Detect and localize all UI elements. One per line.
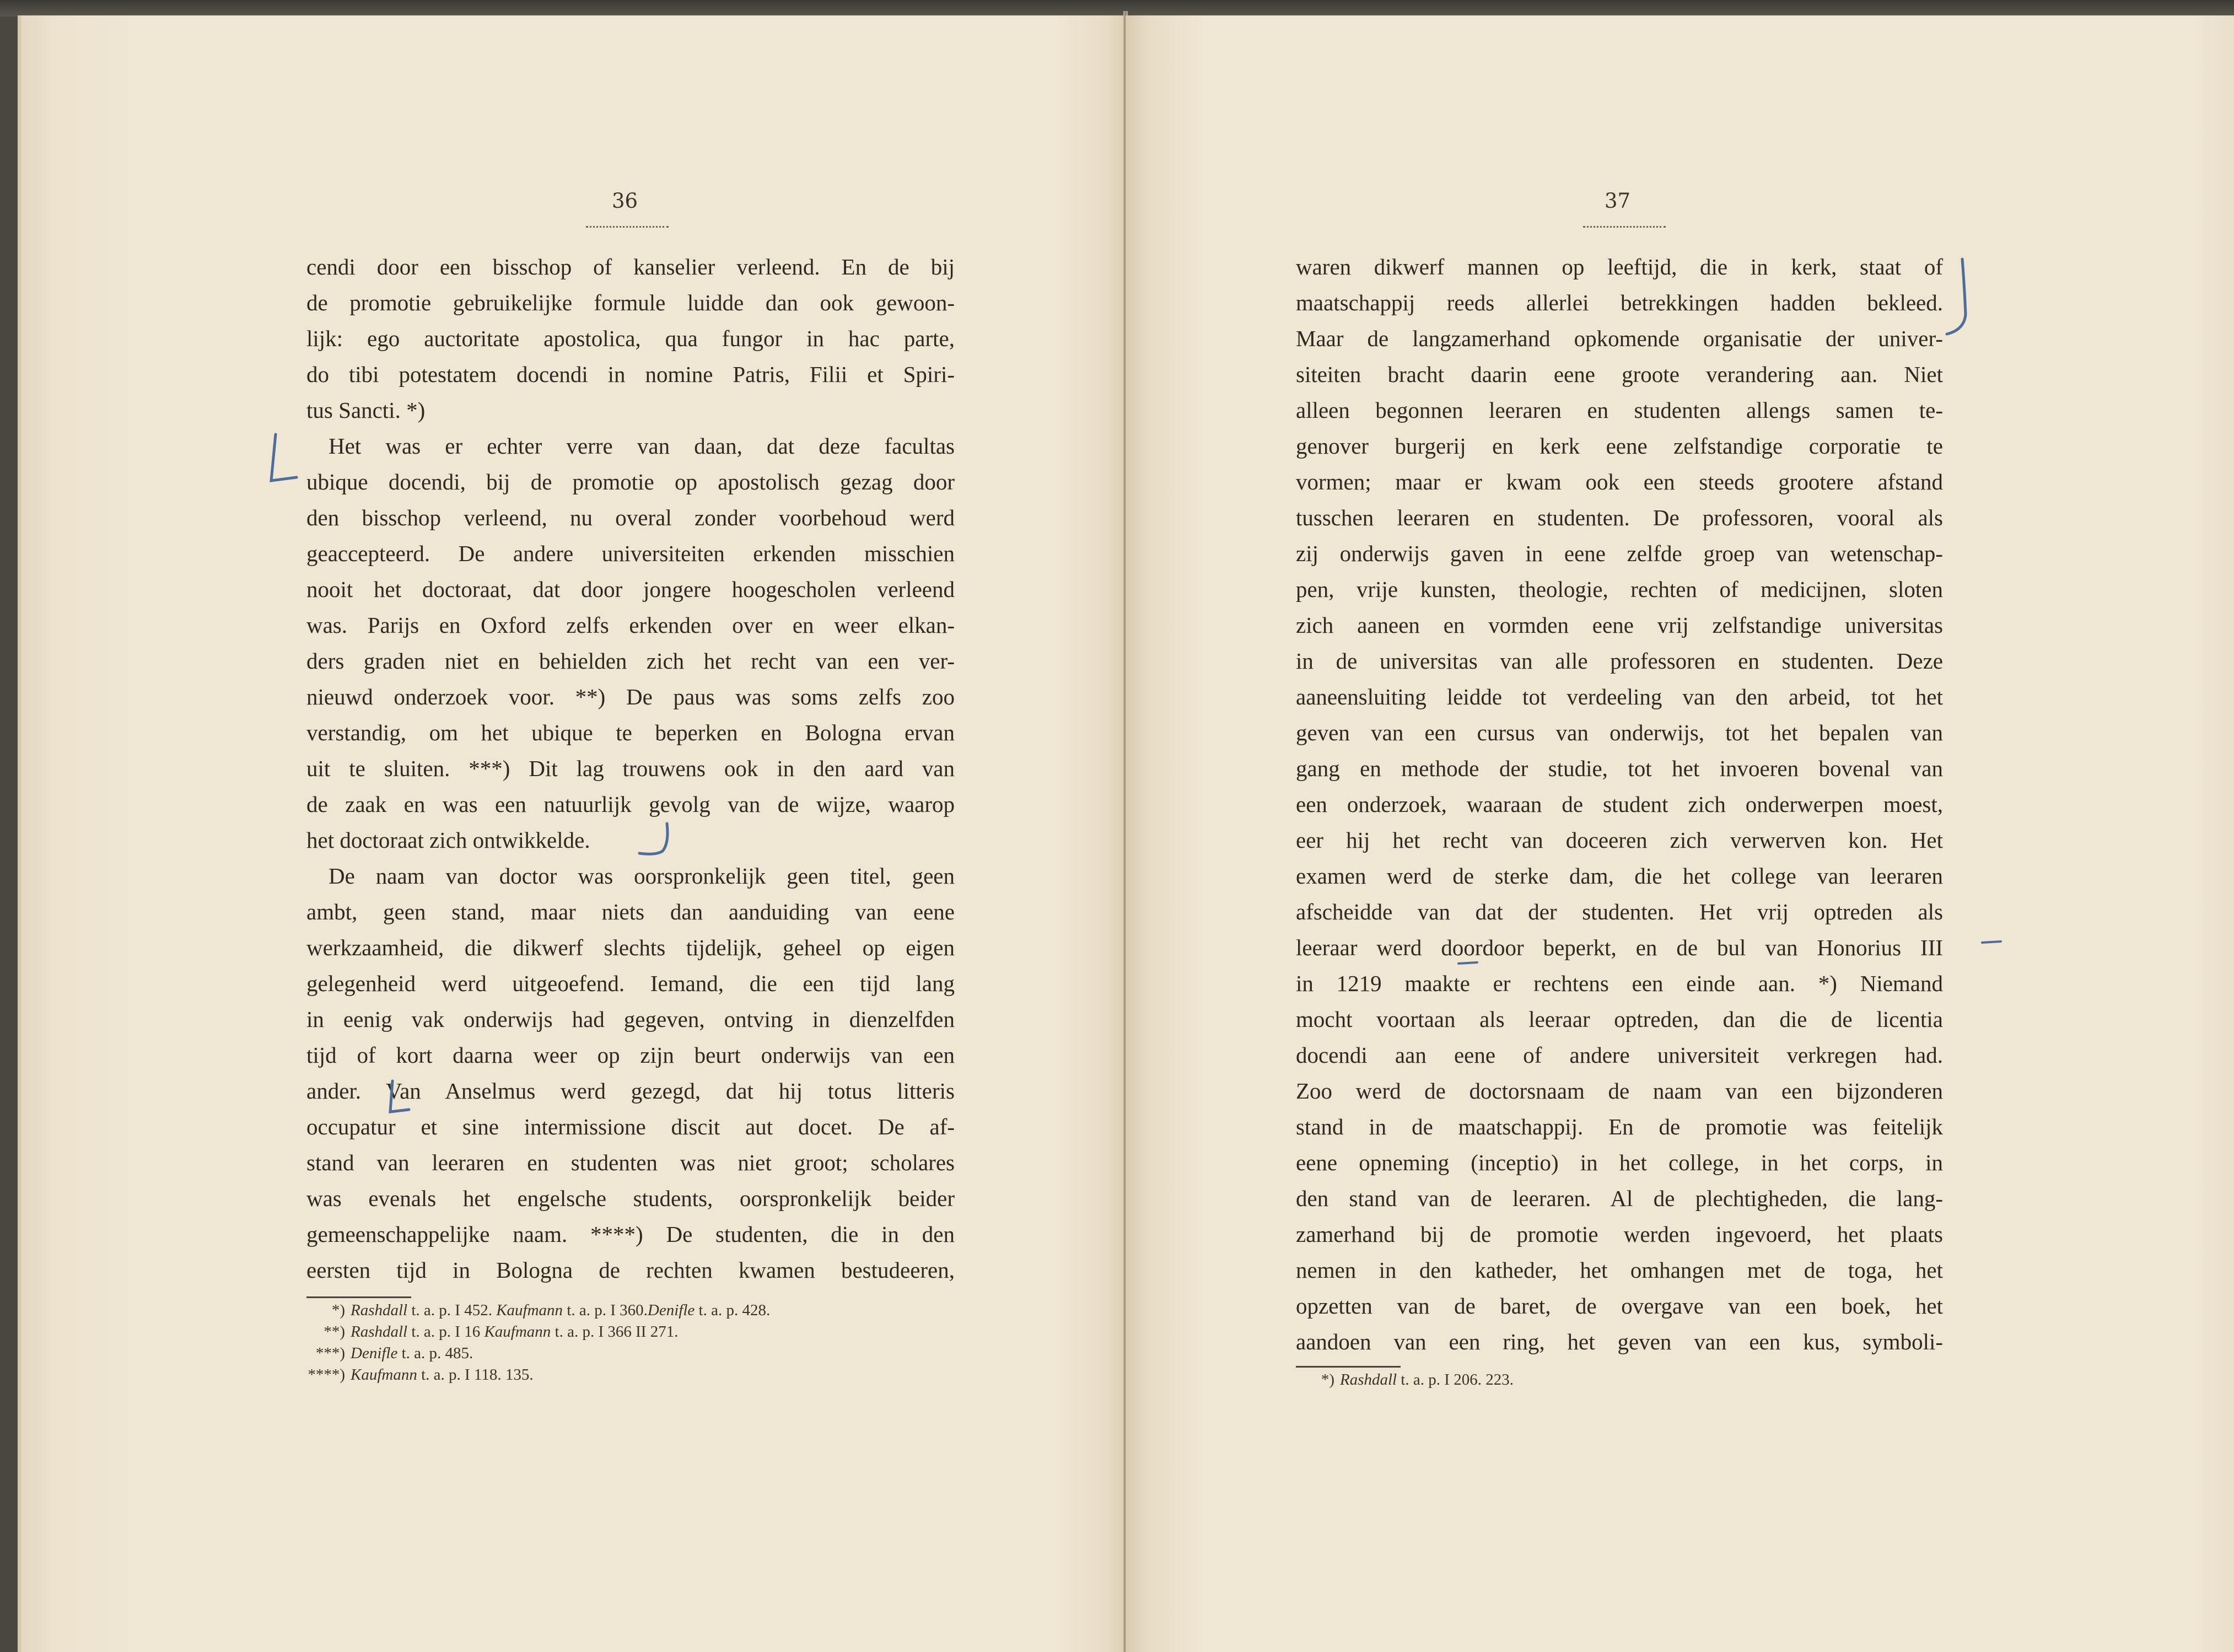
text-line: siteiten bracht daarin eene groote verandering aan. Niet (1296, 362, 1943, 387)
footnote-mark: *) (331, 1301, 345, 1319)
text-line: tijd of kort daarna weer op zijn beurt onderwijs van een (306, 1042, 955, 1068)
text-line: examen werd de sterke dam, die het college van leeraren (1296, 863, 1943, 889)
right-page-number: 37 (1605, 189, 1631, 213)
text-line: docendi aan eene of andere universiteit verkregen had. (1296, 1042, 1943, 1068)
text-line: stand in de maatschappij. En de promotie was feitelijk (1296, 1114, 1943, 1139)
text-line: de promotie gebruikelijke formule luidde dan ook gewoon- (306, 290, 955, 315)
text-line: nemen in den katheder, het omhangen met de toga, het (1296, 1257, 1943, 1283)
text-line: een onderzoek, waaraan de student zich onderwerpen moest, (1296, 792, 1943, 817)
text-line: in de universitas van alle professoren en studenten. Deze (1296, 648, 1943, 674)
text-line: do tibi potestatem docendi in nomine Patris, Filii et Spiri- (306, 362, 955, 387)
text-line: zij onderwijs gaven in eene zelfde groep van wetenschap- (1296, 541, 1943, 566)
text-line: gelegenheid werd uitgeoefend. Iemand, die een tijd lang (306, 971, 955, 996)
text-line: de zaak en was een natuurlijk gevolg van de wijze, waarop (306, 792, 955, 817)
text-line: werkzaamheid, die dikwerf slechts tijdelijk, geheel op eigen (306, 935, 955, 960)
text-line: waren dikwerf mannen op leeftijd, die in kerk, staat of (1296, 254, 1943, 279)
footnote-author: Kaufmann (496, 1301, 563, 1319)
footnote-author: Rashdall (351, 1301, 408, 1319)
text-line: gemeenschappelijke naam. ****) De studenten, die in den (306, 1221, 955, 1247)
footnote-text: t. a. p. I 452. (407, 1301, 497, 1319)
left-page-body (306, 249, 955, 1288)
text-line: nieuwd onderzoek voor. **) De paus was soms zelfs zoo (306, 684, 955, 709)
text-line: den stand van de leeraren. Al de plechtigheden, die lang- (1296, 1186, 1943, 1211)
text-line: ambt, geen stand, maar niets dan aanduiding van eene (306, 899, 955, 924)
footnote-mark: *) (1321, 1371, 1334, 1389)
text-line: den bisschop verleend, nu overal zonder voorbehoud werd (306, 505, 955, 530)
text-line: genover burgerij en kerk eene zelfstandige corporatie te (1296, 433, 1943, 459)
footnote (306, 1300, 955, 1321)
text-line: cendi door een bisschop of kanselier verleend. En de bij (306, 254, 955, 279)
footnote-text: t. a. p. I 366 II 271. (551, 1323, 679, 1341)
text-line: zamerhand bij de promotie werden ingevoerd, het plaats (1296, 1221, 1943, 1247)
text-line: nooit het doctoraat, dat door jongere hoogescholen verleend (306, 577, 955, 602)
text-line: aandoen van een ring, het geven van een kus, symboli- (1296, 1329, 1943, 1354)
text-line: eer hij het recht van doceeren zich verwerven kon. Het (1296, 827, 1943, 853)
text-line: afscheidde van dat der studenten. Het vrij optreden als (1296, 899, 1943, 924)
text-line: vormen; maar er kwam ook een steeds grootere afstand (1296, 469, 1943, 494)
text-line: in 1219 maakte er rechtens een einde aan. *) Niemand (1296, 971, 1943, 996)
text-line: tus Sancti. *) (306, 397, 426, 423)
text-line: Maar de langzamerhand opkomende organisatie der univer- (1296, 326, 1943, 351)
footnote-author: Rashdall (1340, 1371, 1397, 1389)
text-line: leeraar werd doordoor beperkt, en de bul van Honorius III (1296, 935, 1943, 960)
footnote-text: t. a. p. I 118. 135. (417, 1366, 534, 1384)
footnote (1296, 1369, 1943, 1391)
text-line: geven van een cursus van onderwijs, tot het bepalen van (1296, 720, 1943, 745)
footnote-text: t. a. p. I 360. (563, 1301, 648, 1319)
text-line: De naam van doctor was oorspronkelijk geen titel, geen (329, 863, 955, 889)
text-line: ander. Van Anselmus werd gezegd, dat hij totus litteris (306, 1078, 955, 1104)
text-line: mocht voortaan als leeraar optreden, dan die de licentia (1296, 1007, 1943, 1032)
right-page-footnotes (1296, 1369, 1943, 1391)
text-line: Het was er echter verre van daan, dat deze facultas (329, 433, 955, 459)
text-line: eersten tijd in Bologna de rechten kwamen bestudeeren, (306, 1257, 955, 1283)
footnote-author: Rashdall (351, 1323, 408, 1341)
footnote (306, 1321, 955, 1343)
left-footnote-rule (306, 1296, 411, 1298)
left-page-number-ornament (586, 222, 669, 228)
text-line: ubique docendi, bij de promotie op apostolisch gezag door (306, 469, 955, 494)
footnote-author: Denifle (647, 1301, 695, 1319)
text-line: tusschen leeraren en studenten. De professoren, vooral als (1296, 505, 1943, 530)
footnote-text: t. a. p. 428. (695, 1301, 771, 1319)
left-page-footnotes (306, 1300, 955, 1386)
right-page-body (1296, 249, 1943, 1360)
text-line: ders graden niet en behielden zich het recht van een ver- (306, 648, 955, 674)
text-line: uit te sluiten. ***) Dit lag trouwens ook in den aard van (306, 756, 955, 781)
text-line: gang en methode der studie, tot het invoeren bovenal van (1296, 756, 1943, 781)
text-line: het doctoraat zich ontwikkelde. (306, 827, 590, 853)
footnote-author: Denifle (351, 1344, 398, 1362)
text-line: pen, vrije kunsten, theologie, rechten of medicijnen, sloten (1296, 577, 1943, 602)
text-line: opzetten van de baret, de overgave van een boek, het (1296, 1293, 1943, 1319)
footnote-text: t. a. p. I 16 (407, 1323, 485, 1341)
text-line: eene opneming (inceptio) in het college, in het corps, in (1296, 1150, 1943, 1175)
left-page-number: 36 (612, 189, 638, 213)
right-footnote-rule (1296, 1366, 1401, 1368)
footnote-mark: ****) (308, 1366, 345, 1384)
text-line: geaccepteerd. De andere universiteiten erkenden misschien (306, 541, 955, 566)
footnote-author: Kaufmann (484, 1323, 551, 1341)
text-line: was evenals het engelsche students, oorspronkelijk beider (306, 1186, 955, 1211)
text-line: in eenig vak onderwijs had gegeven, ontving in dienzelfden (306, 1007, 955, 1032)
footnote-author: Kaufmann (351, 1366, 417, 1384)
text-line: stand van leeraren en studenten was niet groot; scholares (306, 1150, 955, 1175)
footnote-mark: **) (324, 1323, 345, 1341)
footnote (306, 1343, 955, 1364)
text-line: was. Parijs en Oxford zelfs erkenden over en weer elkan- (306, 612, 955, 638)
footnote (306, 1364, 955, 1386)
footnote-text: t. a. p. 485. (397, 1344, 473, 1362)
text-line: alleen begonnen leeraren en studenten allengs samen te- (1296, 397, 1943, 423)
footnote-text: t. a. p. I 206. 223. (1397, 1371, 1514, 1389)
text-line: zich aaneen en vormden eene vrij zelfstandige universitas (1296, 612, 1943, 638)
text-line: verstandig, om het ubique te beperken en Bologna ervan (306, 720, 955, 745)
book-top-edge (0, 0, 2234, 17)
right-page-number-ornament (1583, 222, 1666, 228)
footnote-mark: ***) (315, 1344, 345, 1362)
text-line: aaneensluiting leidde tot verdeeling van den arbeid, tot het (1296, 684, 1943, 709)
text-line: maatschappij reeds allerlei betrekkingen hadden bekleed. (1296, 290, 1943, 315)
text-line: Zoo werd de doctorsnaam de naam van een bijzonderen (1296, 1078, 1943, 1104)
text-line: lijk: ego auctoritate apostolica, qua fungor in hac parte, (306, 326, 955, 351)
text-line: occupatur et sine intermissione discit aut docet. De af- (306, 1114, 955, 1139)
